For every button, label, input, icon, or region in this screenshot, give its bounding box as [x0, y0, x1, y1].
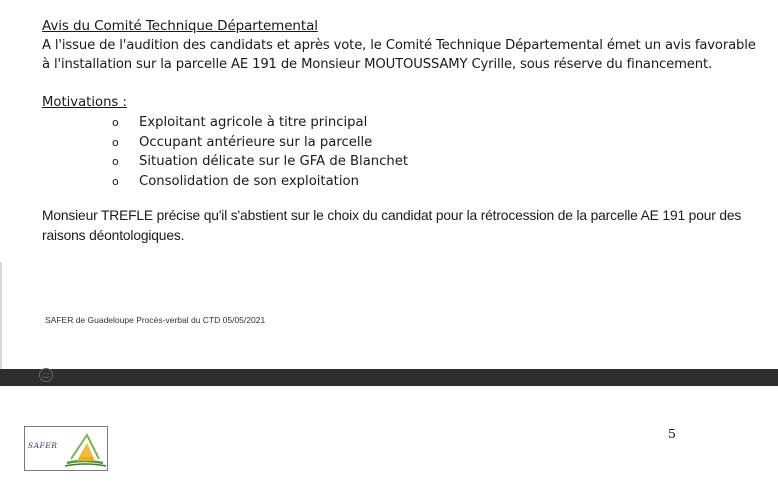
bullet-icon: o [112, 174, 119, 188]
list-item-text: Consolidation de son exploitation [139, 173, 359, 189]
list-item [112, 172, 408, 192]
safer-logo-text: SAFER [28, 441, 58, 450]
list-item [112, 152, 408, 172]
intro-paragraph: A l'issue de l'audition des candidats et après vote, le Comité Technique Départemental émet un avis favorable à l'installation sur la parcelle AE 191 de Monsieur MOUTOUSSAMY Cyrille, sous réserve du financement. [42, 38, 756, 72]
bullet-icon: o [112, 155, 119, 168]
section-title: Avis du Comité Technique Départemental [42, 18, 318, 34]
smiley-icon [38, 367, 54, 383]
bullet-icon: o [112, 116, 119, 129]
abstention-paragraph: Monsieur TREFLE précise qu'il s'abstient sur le choix du candidat pour la rétrocession de la parcelle AE 191 pour des raisons déontologiques. [42, 208, 742, 243]
list-item [112, 133, 408, 153]
page-number: 5 [668, 426, 676, 441]
list-item [112, 113, 408, 133]
list-item-text: Occupant antérieure sur la parcelle [139, 134, 373, 150]
list-item-text: Exploitant agricole à titre principal [139, 115, 368, 130]
motivations-title: Motivations : [42, 95, 127, 110]
motivations-list [112, 113, 408, 191]
page-footer-note: SAFER de Guadeloupe Procès-verbal du CTD 05/05/2021 [45, 315, 266, 325]
bullet-icon: o [112, 135, 119, 149]
safer-logo-mark-icon [63, 429, 107, 469]
document-page-bottom [0, 386, 778, 492]
list-item-text: Situation délicate sur le GFA de Blanchet [139, 154, 409, 169]
safer-logo [24, 426, 108, 471]
page-separator [0, 369, 778, 386]
